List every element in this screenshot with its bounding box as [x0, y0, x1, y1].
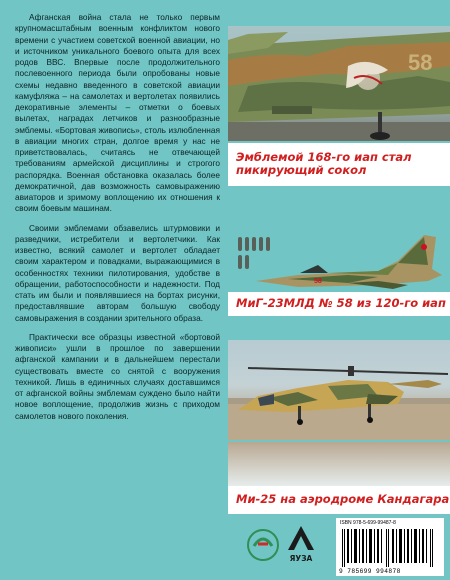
barcode-digits: 9 785699 994878 — [339, 568, 401, 575]
isbn-label: ISBN 978-5-699-99487-8 — [340, 520, 396, 526]
paragraph-3: Практически все образцы известной «бортовой живописи» ушли в прошлое по завершении афганской кампании и в дальнейшем перестали существовать вместе со снятой с вооружения техникой. Лишь в единичных случаях доставшимся от афганской войны эмблемам суждено было найти новое воплощение, продолжив жизнь с приходом самолетов нового поколения. — [15, 331, 220, 421]
paragraph-2: Своими эмблемами обзавелись штурмовики и разведчики, истребители и вертолетчики. Как известно, всякий самолет и вертолет обладает своим характером и повадками, выражающимися в особенностях техники пилотирования, удобстве в обращении, работоспособности и надежности. Под стать им были и появлявшиеся на бортах рисунки, предоставлявшие авторам большую свободу самовыражения в создании зрительного образа. — [15, 222, 220, 323]
caption-1: Эмблемой 168-го иап стал пикирующий сокол — [228, 143, 450, 186]
annotation-text — [15, 12, 220, 430]
tail-number-1: 58 — [408, 50, 433, 75]
publisher-name: ЯУЗА — [289, 554, 313, 563]
publisher-block — [228, 514, 450, 580]
caption-2: МиГ-23МЛД № 58 из 120-го иап — [228, 292, 450, 316]
photo-mig-falcon-emblem — [228, 26, 450, 141]
barcode-icon — [340, 529, 440, 567]
caption-3: Ми-25 на аэродроме Кандагара — [228, 486, 450, 514]
photo-fade — [228, 442, 450, 486]
eksmo-logo-icon — [246, 528, 280, 562]
isbn-barcode — [336, 518, 444, 576]
yauza-logo-icon — [284, 520, 318, 564]
tail-number-2: 58 — [314, 278, 322, 285]
paragraph-1: Афганская война стала не только первым крупномасштабным военным конфликтом нового времени с участием советской военной авиации, но и источником уникального боевого опыта для всех родов ВВС. Впервые после продолжительного послевоенного периода были опробованы новые схемы недавно введенного в советской авиации камуфляжа – на самолетах и вертолетах появились декоративные элементы – отметки о боевых вылетах, наградах летчиков и разнообразные эмблемы. «Бортовая живопись», столь излюбленная в авиации многих стран, долгое время у нас не приветствовалась, считаясь не отвечающей требованиям армейской дисциплины и строгого распорядка. Военная обстановка оказалась более демократичной, дав возможность самовыражению авиаторов и зримому воплощению их отношения к своим боевым машинам. — [15, 12, 220, 214]
illustration-mig23mld — [228, 225, 450, 300]
photo-mi25-kandahar — [228, 340, 450, 440]
